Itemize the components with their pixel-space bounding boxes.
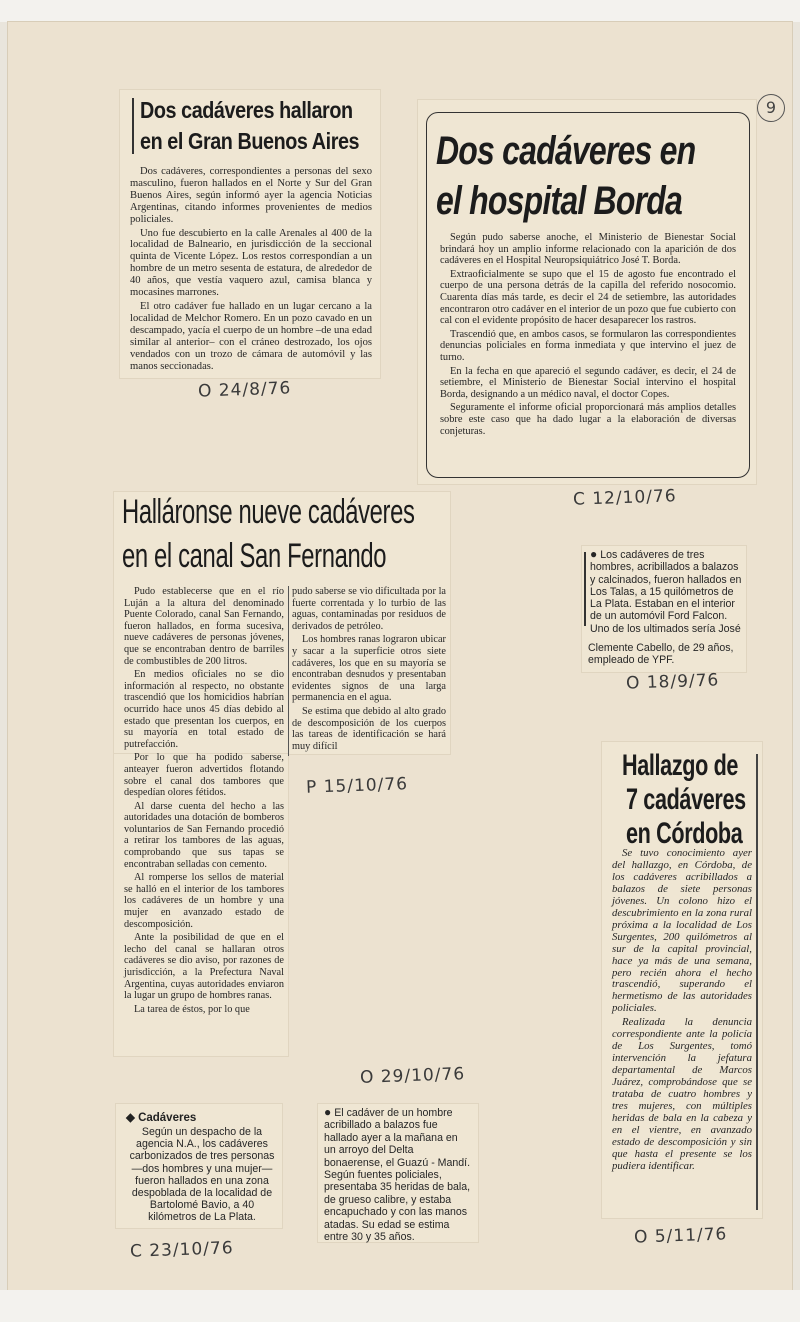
headline-box <box>132 98 380 154</box>
headline-line-3: en Córdoba <box>626 817 743 850</box>
headline-line-2: en el canal San Fernando <box>122 537 387 575</box>
article-body <box>590 548 742 635</box>
paragraph: Seguramente el informe oficial proporcionará más amplios detalles sobre este caso que ha dado lugar a la elaboración de diversas conjeturas. <box>440 402 736 437</box>
handwritten-date: O 29/10/76 <box>359 1064 466 1088</box>
brief-text-continued: Clemente Cabello, de 29 años, empleado de YPF. <box>588 642 734 667</box>
paragraph: Realizada la denuncia correspondiente ante la policía de Los Surgentes, tomó intervención la jefatura departamental de Marcos Juárez, comprobándose que se trataba de cuatro hombres y tres mujeres, con múltiples heridas de bala en la cabeza y en el vientre, en avanzado estado de descomposición y sin que hasta el presente se los pudiera identificar. <box>612 1016 752 1172</box>
paragraph: El otro cadáver fue hallado en un lugar cercano a la localidad de Melchor Romero. En un pozo cavado en un descampado, yacía el cuerpo de un hombre –de una edad similar al anterior– con el cráneo destrozado, los ojos vendados con un trozo de cámara de automóvil y las manos seccionadas. <box>130 300 372 372</box>
diamond-bullet-icon: ◆ <box>126 1112 135 1124</box>
bullet-icon: ● <box>590 547 598 561</box>
paragraph: pudo saberse se vio dificultada por la fuerte correntada y lo turbio de las aguas, contaminadas por residuos de derivados de petróleo. <box>292 586 446 632</box>
handwritten-date: C 23/10/76 <box>129 1238 234 1262</box>
paragraph: Al darse cuenta del hecho a las autoridades una dotación de bomberos voluntarios de San Fernando procedió a retirar los tambores de las aguas, comprobando que sus tapas se encontraban selladas con cemento. <box>124 800 284 870</box>
paragraph: Los hombres ranas lograron ubicar y sacar a la superficie otros siete cadáveres, los que en su mayoría se encontraban desnudos y presentaban evidentes signos de una larga permanencia en el agua. <box>292 634 446 704</box>
side-rule <box>584 552 586 626</box>
clipping-cordoba <box>602 742 762 1218</box>
headline-line-1: Hallazgo de <box>622 749 739 782</box>
column-rule <box>288 586 289 756</box>
clipping-hospital-borda <box>418 100 756 484</box>
paragraph: Al romperse los sellos de material se halló en el interior de los tambores los cadáveres de un hombre y una mujer en avanzado estado de descomposición. <box>124 872 284 930</box>
article-body <box>130 166 372 374</box>
paragraph: La tarea de éstos, por lo que <box>134 1003 250 1015</box>
page-number: 9 <box>757 94 785 122</box>
paragraph: Pudo establecerse que en el río Luján a la altura del denominado Puente Colorado, canal San Fernando, fueron hallados, en forma sucesiva, nueve cadáveres de personas jóvenes, que se encontraban dentro de barriles de combustibles de 200 litros. <box>124 586 284 667</box>
headline-line-2: el hospital Borda <box>436 179 682 223</box>
clipping-delta-bonaerense <box>318 1104 478 1242</box>
article-body <box>440 232 736 439</box>
clipping-gran-buenos-aires <box>120 90 380 378</box>
paragraph: Extraoficialmente se supo que el 15 de agosto fue encontrado el cuerpo de una persona detrás de la capilla del referido nosocomio. Cuarenta días más tarde, es decir el 24 de setiembre, las autoridades encontraron otro cadáver en el interior de un pozo que fue cubierto con cal con el evidente propósito de hacer desaparecer los rastros. <box>440 268 736 327</box>
headline-line-2: en el Gran Buenos Aires <box>140 127 360 154</box>
side-rule <box>756 754 758 1210</box>
paragraph: En medios oficiales no se dio información al respecto, no obstante trascendió que los homicidios habrían ocurrido hace unos 45 días debido al estado que presentan los cuerpos, en su mayoría en total estado de putrefacción. <box>124 669 284 750</box>
handwritten-date: P 15/10/76 <box>305 774 409 798</box>
article-column-1 <box>124 586 284 1017</box>
handwritten-date: O 18/9/76 <box>625 670 720 694</box>
brief-heading-row <box>126 1110 196 1124</box>
paragraph: Por lo que ha podido saberse, anteayer fueron advertidos flotando sobre el canal dos tambores que despedían olores fétidos. <box>124 752 284 799</box>
paragraph: Según pudo saberse anoche, el Ministerio de Bienestar Social brindará hoy un amplio informe relacionado con la aparición de dos cadáveres en el Hospital Neuropsiquiátrico José T. Borda. <box>440 232 736 267</box>
brief-text: Los cadáveres de tres hombres, acribillados a balazos y calcinados, fueron hallados en Los Talas, a 15 quilómetros de La Plata. Estaban en el interior de un automóvil Ford Falcon. Uno de los ultimados sería José <box>590 549 742 635</box>
headline-line-1: Dos cadáveres en <box>436 129 696 173</box>
clipping-bartolome-bavio <box>116 1104 282 1228</box>
handwritten-date: O 24/8/76 <box>197 378 292 402</box>
article-body <box>324 1106 472 1243</box>
paragraph: Uno fue descubierto en la calle Arenales al 400 de la localidad de Balneario, en jurisdicción de la seccional quinta de Vicente López. Los restos correspondían a un hombre de un metro sesenta de estatura, de alrededor de 40 años, que vestía vaquero azul, camisa blanca y mocasines marrones. <box>130 227 372 299</box>
article-body <box>612 848 752 1175</box>
scan-bottom-margin <box>0 1290 800 1322</box>
brief-heading: Cadáveres <box>138 1112 197 1124</box>
headline-line-1: Halláronse nueve cadáveres <box>122 493 415 531</box>
paragraph: Se estima que debido al alto grado de descomposición de los cuerpos las tareas de identificación se hará muy difícil <box>292 705 446 752</box>
paragraph: Trascendió que, en ambos casos, se formularon las correspondientes denuncias policiales en forma inmediata y que intervino el juez de turno. <box>440 328 736 363</box>
bullet-icon: ● <box>324 1105 332 1119</box>
clipping-los-talas <box>582 546 746 672</box>
handwritten-date: C 12/10/76 <box>572 486 677 510</box>
paragraph: En la fecha en que apareció el segundo cadáver, es decir, el 24 de setiembre, el Ministerio de Bienestar Social intervino el hospital Borda, designando a un médico naval, el doctor Copes. <box>440 365 736 400</box>
article-column-2 <box>292 586 446 754</box>
headline-line-2: 7 cadáveres <box>626 783 746 816</box>
paragraph: Se tuvo conocimiento ayer del hallazgo, en Córdoba, de los cadáveres acribillados a balazos de siete personas jóvenes. Un colono hizo el descubrimiento en la zona rural próxima a la localidad de Los Surgentes, 200 quilómetros al sur de la capital provincial, hace ya más de una semana, pero recién ahora el hecho trascendió, superando el hermetismo de las autoridades policiales. <box>612 847 752 1015</box>
paragraph: Dos cadáveres, correspondientes a personas del sexo masculino, fueron hallados en el Norte y Sur del Gran Buenos Aires, según informó ayer la agencia Noticias Argentinas, citando informes provenientes de medios policiales. <box>130 166 372 225</box>
paragraph: Ante la posibilidad de que en el lecho del canal se hallaran otros cadáveres se dio aviso, por razones de jurisdicción, a la Prefectura Naval Argentina, cuyas autoridades enviaron la lugar un grupo de hombres ranas. <box>124 932 284 1002</box>
scan-top-margin <box>0 0 800 22</box>
brief-text: El cadáver de un hombre acribillado a balazos fue hallado ayer a la mañana en un arroyo del Delta bonaerense, el Guazú - Mandí. Según fuentes policiales, presentaba 35 heridas de bala, de grueso calibre, y estaba encapuchado y con las manos atadas. Su edad se estima entre 30 y 35 años. <box>324 1107 471 1244</box>
headline-line-1: Dos cadáveres hallaron <box>140 97 353 123</box>
brief-text: Según un despacho de la agencia N.A., los cadáveres carbonizados de tres personas —dos hombres y una mujer— fueron hallados en una zona despoblada de la localidad de Bartolomé Bavio, a 40 kilómetros de La Plata. <box>129 1126 275 1224</box>
handwritten-date: O 5/11/76 <box>633 1224 728 1248</box>
